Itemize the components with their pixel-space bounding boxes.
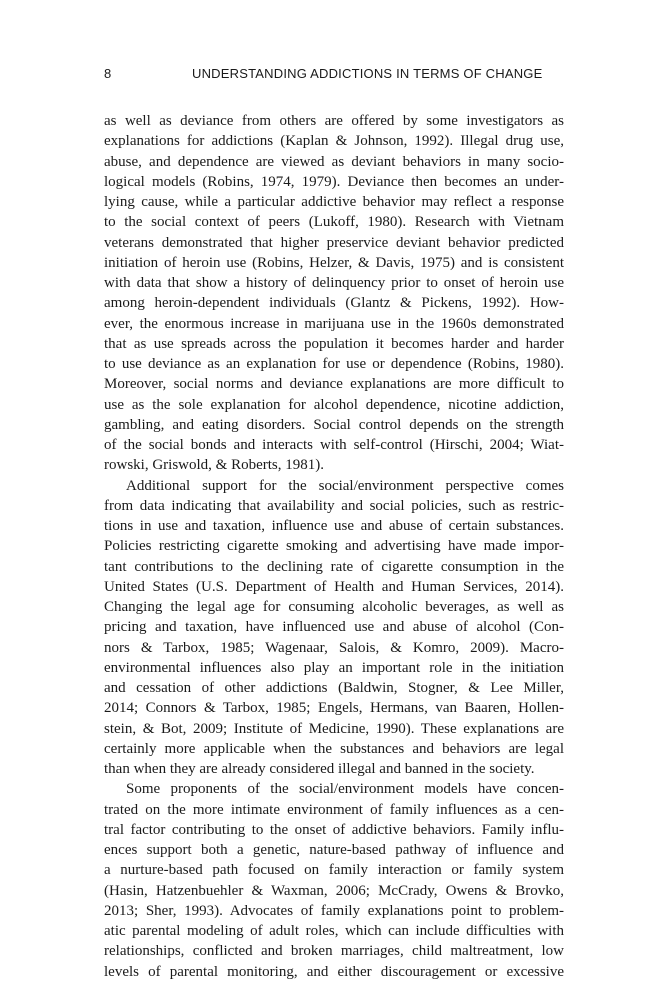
text-line: Moreover, social norms and deviance explanations are more difficult to	[104, 376, 564, 393]
text-line: environmental influences also play an important role in the initiation	[104, 659, 564, 676]
text-line: Changing the legal age for consuming alcoholic beverages, as well as	[104, 599, 564, 615]
text-line: from data indicating that availability and social policies, such as restric-	[104, 497, 564, 514]
text-line: gambling, and eating disorders. Social control depends on the strength	[104, 416, 564, 433]
text-line: initiation of heroin use (Robins, Helzer, & Davis, 1975) and is consistent	[104, 254, 564, 271]
text-line: that as use spreads across the population it becomes harder and harder	[104, 335, 564, 352]
text-line: levels of parental monitoring, and either discouragement or excessive	[104, 963, 564, 980]
text-line: logical models (Robins, 1974, 1979). Deviance then becomes an under-	[104, 173, 564, 190]
paragraph	[104, 476, 564, 780]
text-line: trated on the more intimate environment of family influences as a cen-	[104, 801, 564, 818]
text-line: than when they are already considered illegal and banned in the society.	[104, 761, 535, 777]
text-line: relationships, conflicted and broken marriages, child maltreatment, low	[104, 943, 564, 960]
text-line: Some proponents of the social/environment models have concen-	[126, 781, 564, 798]
text-line: pricing and taxation, have influenced use and abuse of alcohol (Con-	[104, 619, 564, 636]
text-line: 2013; Sher, 1993). Advocates of family explanations point to problem-	[104, 902, 564, 919]
text-line: and cessation of other addictions (Baldwin, Stogner, & Lee Miller,	[104, 680, 564, 696]
text-line: to use deviance as an explanation for use or dependence (Robins, 1980).	[104, 356, 564, 372]
page-number: 8	[104, 66, 112, 81]
text-line: stein, & Bot, 2009; Institute of Medicine, 1990). These explanations are	[104, 720, 564, 737]
text-line: United States (U.S. Department of Health and Human Services, 2014).	[104, 578, 564, 595]
text-line: lying cause, while a particular addictive behavior may reflect a response	[104, 194, 564, 210]
running-head: UNDERSTANDING ADDICTIONS IN TERMS OF CHANGE	[192, 66, 543, 81]
text-line: use as the sole explanation for alcohol dependence, nicotine addiction,	[104, 396, 564, 413]
text-line: tions in use and taxation, influence use and abuse of certain substances.	[104, 518, 564, 534]
text-line: a nurture-based path focused on family interaction or family system	[104, 862, 564, 879]
text-line: Policies restricting cigarette smoking and advertising have made impor-	[104, 538, 564, 555]
text-line: with data that show a history of delinquency prior to onset of heroin use	[104, 275, 564, 291]
text-line: among heroin-dependent individuals (Glantz & Pickens, 1992). How-	[104, 295, 564, 312]
text-line: as well as deviance from others are offered by some investigators as	[104, 113, 564, 129]
text-line: nors & Tarbox, 1985; Wagenaar, Salois, & Komro, 2009). Macro-	[104, 639, 564, 656]
paragraph	[104, 779, 564, 982]
text-line: (Hasin, Hatzenbuehler & Waxman, 2006; McCrady, Owens & Brovko,	[104, 882, 564, 899]
text-line: to the social context of peers (Lukoff, 1980). Research with Vietnam	[104, 214, 564, 231]
body-text	[104, 111, 564, 982]
text-line: atic parental modeling of adult roles, which can include difficulties with	[104, 923, 564, 939]
text-line: 2014; Connors & Tarbox, 1985; Engels, Hermans, van Baaren, Hollen-	[104, 700, 564, 717]
text-line: rowski, Griswold, & Roberts, 1981).	[104, 457, 324, 474]
text-line: of the social bonds and interacts with self-control (Hirschi, 2004; Wiat-	[104, 437, 564, 453]
text-line: tant contributions to the declining rate of cigarette consumption in the	[104, 558, 564, 575]
text-line: abuse, and dependence are viewed as deviant behaviors in many socio-	[104, 153, 564, 170]
text-line: ences support both a genetic, nature-based pathway of influence and	[104, 842, 564, 858]
text-line: veterans demonstrated that higher preservice deviant behavior predicted	[104, 234, 564, 251]
text-line: Additional support for the social/environment perspective comes	[126, 477, 564, 494]
text-line: ever, the enormous increase in marijuana use in the 1960s demonstrated	[104, 315, 564, 332]
text-line: certainly more applicable when the substances and behaviors are legal	[104, 740, 564, 757]
text-line: explanations for addictions (Kaplan & Johnson, 1992). Illegal drug use,	[104, 133, 564, 150]
text-line: tral factor contributing to the onset of addictive behaviors. Family influ-	[104, 821, 564, 838]
paragraph	[104, 111, 564, 476]
